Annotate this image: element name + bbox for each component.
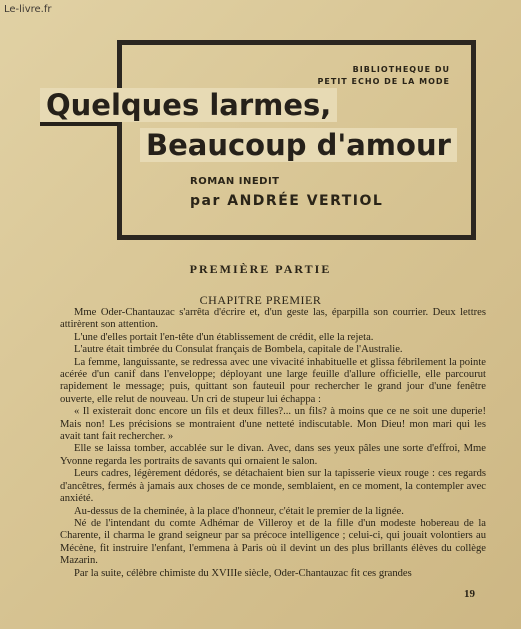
title-underline [40,122,118,126]
paragraph: Né de l'intendant du comte Adhémar de Villeroy et de la fille d'un modeste hobereau de la Charente, il charma le grand seigneur par sa précoce intelligence ; celui-ci, qui jouait volontiers au Mécène, fit instruire l'enfant, l'emmena à Paris où il devint un des plus brillants élèves du collège Mazarin. [60,517,486,567]
watermark: Le-livre.fr [4,4,52,15]
paragraph: L'une d'elles portait l'en-tête d'un établissement de crédit, elle la rejeta. [74,331,374,343]
paragraph: Par la suite, célèbre chimiste du XVIIIe siècle, Oder-Chantauzac fit ces grandes [74,567,412,579]
collection-label [310,64,450,88]
paragraph: Mme Oder-Chantauzac s'arrêta d'écrire et, d'un geste las, éparpilla son courrier. Deux lettres attirèrent son attention. [60,307,486,331]
collection-line1: BIBLIOTHEQUE DU [352,65,450,74]
paragraph: Au-dessus de la cheminée, à la place d'honneur, c'était le premier de la lignée. [74,505,404,517]
genre-label: ROMAN INEDIT [190,176,280,187]
collection-line2: PETIT ECHO DE LA MODE [317,77,450,86]
paragraph: La femme, languissante, se redressa avec une vivacité inhabituelle et glissa fébrilement la pointe acérée d'un canif dans l'enveloppe; déployant une large feuille d'allure officielle, elle parcourut rapidement le message; puis, quittant son fauteuil pour rechercher le grand jour d'une fenêtre ouverte, elle relut de nouveau. Un cri de stupeur lui échappa : [60,356,486,405]
paragraph: L'autre était timbrée du Consulat français de Bombela, capitale de l'Australie. [74,344,403,356]
paragraph: « Il existerait donc encore un fils et deux filles?... un fils? à moins que ce ne soit une duperie! Mais non! Les précisions se montraient d'une netteté indiscutable. Mon Dieu! mon mari qui les avait tant fait rechercher. » [60,406,486,443]
paragraph: Leurs cadres, légèrement dédorés, se détachaient bien sur la tapisserie vieux rouge : ces regards d'ancêtres, fermés à jamais aux choses de ce monde, semblaient, en ce moment, la contempler avec anxiété. [60,468,486,505]
paragraph: Elle se laissa tomber, accablée sur le divan. Avec, dans ses yeux pâles une sorte d'effroi, Mme Yvonne regarda les portraits de savants qui ornaient le salon. [60,443,486,467]
title-line1: Quelques larmes, [40,88,337,122]
title-line2: Beaucoup d'amour [140,128,457,162]
page-number: 19 [464,588,475,600]
chapter-heading: CHAPITRE PREMIER [199,293,322,307]
author-byline: par ANDRÉE VERTIOL [190,193,384,209]
part-heading: PREMIÈRE PARTIE [189,262,332,276]
body-text [60,307,486,580]
